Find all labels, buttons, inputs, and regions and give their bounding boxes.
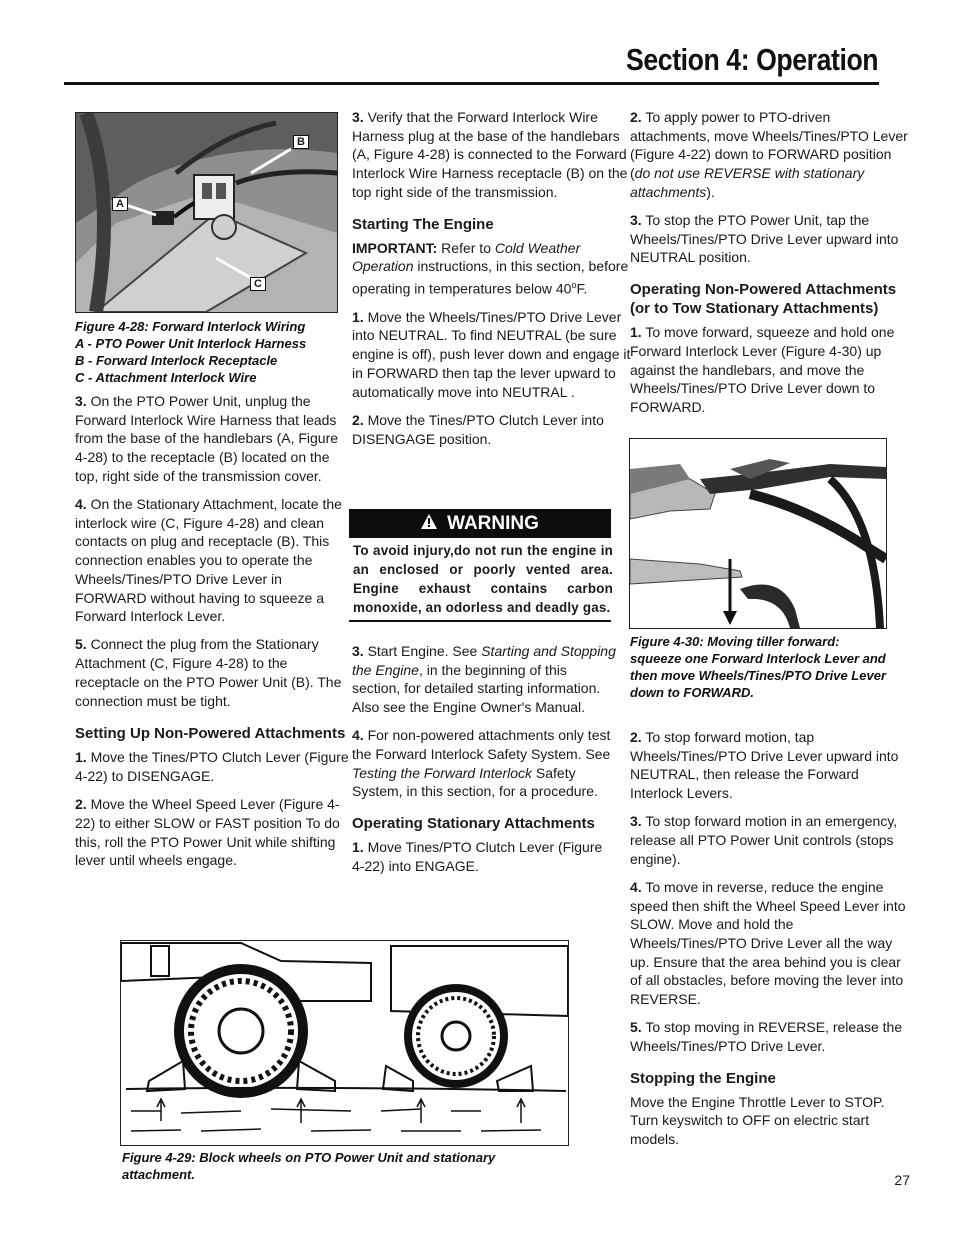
step-paragraph: 2. Move the Tines/PTO Clutch Lever into DISENGAGE position. (352, 411, 604, 447)
step-paragraph: 5. Connect the plug from the Stationary Attachment (C, Figure 4-28) to the receptacle on the PTO Power Unit (B). The connection must be tight. (75, 636, 342, 709)
warning-triangle-icon (421, 513, 437, 535)
step-paragraph: 1. Move the Wheels/Tines/PTO Drive Lever into NEUTRAL. To find NEUTRAL (be sure engine is off), push lever down and engage it in FORWARD then tap the lever upward to automatically move into NEUTRAL . (352, 308, 631, 400)
figure-4-29-caption: Figure 4-29: Block wheels on PTO Power Unit and stationary attachment. (122, 1150, 496, 1182)
figure-4-30-caption: Figure 4-30: Moving tiller forward: squeeze one Forward Interlock Lever and then move Wheels/Tines/PTO Drive Lever down to FORWARD. (630, 634, 887, 700)
caption-line: C - Attachment Interlock Wire (75, 370, 257, 385)
heading-non-powered-setup: Setting Up Non-Powered Attachments (75, 725, 346, 743)
figure-4-28-caption (75, 318, 350, 386)
step-paragraph: 2. Move the Wheel Speed Lever (Figure 4-22) to either SLOW or FAST position To do this, roll the PTO Power Unit while shifting lever until wheels engage. (75, 796, 340, 869)
warning-label: WARNING (447, 512, 539, 534)
column-2 (352, 108, 632, 458)
tiller-hand-illustration (630, 439, 886, 628)
step-paragraph: 3. On the PTO Power Unit, unplug the Forward Interlock Wire Harness that leads from the base of the handlebars (A, Figure 4-28) to the receptacle (B) located on the top, right side of the transmission cover. (75, 393, 339, 484)
column-3-lower (630, 728, 908, 1158)
blocked-wheels-illustration (121, 941, 568, 1145)
warning-text: To avoid injury,do not run the engine in an enclosed or poorly vented area. Engine exhaust contains carbon monoxide, an odorless and deadly gas. (353, 543, 613, 615)
figure-4-29-drawing (120, 940, 569, 1146)
heading-stopping-engine: Stopping the Engine (630, 1069, 776, 1087)
header-rule (64, 82, 879, 85)
step-paragraph: 3. To stop the PTO Power Unit, tap the Wheels/Tines/PTO Drive Lever upward into NEUTRAL position. (630, 212, 899, 266)
column-1 (75, 392, 349, 879)
page-number: 27 (894, 1172, 910, 1188)
caption-line: B - Forward Interlock Receptacle (75, 353, 278, 368)
step-paragraph: 5. To stop moving in REVERSE, release the Wheels/Tines/PTO Drive Lever. (630, 1019, 903, 1055)
important-note: IMPORTANT: Refer to Cold Weather Operation instructions, in this section, before operating in temperatures below 40$^o$F. (352, 239, 629, 297)
figure-4-28-photo (75, 112, 338, 313)
figure-4-30-photo (629, 438, 887, 629)
step-paragraph: 1. To move forward, squeeze and hold one Forward Interlock Lever (Figure 4-30) up against the handlebars, and move the Wheels/Tines/PTO Drive Lever down to FORWARD. (630, 324, 895, 415)
heading-starting-engine: Starting The Engine (352, 215, 494, 233)
step-paragraph: 4. For non-powered attachments only test the Forward Interlock Safety System. See Testing the Forward Interlock Safety System, in this section, for a procedure. (352, 727, 611, 800)
figure-label-c: C (250, 277, 266, 291)
step-paragraph: 2. To apply power to PTO-driven attachments, move Wheels/Tines/PTO Lever (Figure 4-22) down to FORWARD position (do not use REVERSE with stationary attachments). (630, 109, 908, 200)
step-paragraph: 3. Verify that the Forward Interlock Wire Harness plug at the base of the handlebars (A, Figure 4-28) is connected to the Forward Interlock Wire Harness receptacle (B) on the top right side of the transmission. (352, 109, 628, 200)
caption-line: A - PTO Power Unit Interlock Harness (75, 336, 307, 351)
section-title: Section 4: Operation (625, 42, 878, 77)
step-paragraph: 4. On the Stationary Attachment, locate the interlock wire (C, Figure 4-28) and clean contacts on plug and receptacle (B). This connection enables you to operate the Wheels/Tines/PTO Drive Lever in FORWARD without having to squeeze a Forward Interlock Lever. (75, 496, 342, 625)
step-paragraph: 3. Start Engine. See Starting and Stopping the Engine, in the beginning of this section, for detailed starting information. Also see the Engine Owner's Manual. (352, 643, 616, 716)
caption-line: Figure 4-28: Forward Interlock Wiring (75, 319, 306, 334)
step-paragraph: 1. Move the Tines/PTO Clutch Lever (Figure 4-22) to DISENGAGE. (75, 749, 349, 784)
step-paragraph: 3. To stop forward motion in an emergency, release all PTO Power Unit controls (stops engine). (630, 813, 898, 867)
step-paragraph: 1. Move Tines/PTO Clutch Lever (Figure 4-22) into ENGAGE. (352, 839, 603, 874)
column-3 (630, 108, 908, 426)
figure-label-a: A (112, 197, 128, 211)
warning-bottom-rule (349, 620, 611, 622)
warning-header (349, 509, 611, 538)
stop-paragraph: Move the Engine Throttle Lever to STOP. Turn keyswitch to OFF on electric start models. (630, 1093, 885, 1148)
column-2-lower (352, 642, 616, 885)
heading-non-powered-operation: Operating Non-Powered Attachments (or to Tow Stationary Attachments) (630, 281, 897, 318)
figure-label-b: B (293, 135, 309, 149)
heading-stationary-attachments: Operating Stationary Attachments (352, 815, 595, 833)
step-paragraph: 2. To stop forward motion, tap Wheels/Tines/PTO Drive Lever upward into NEUTRAL, then release the Forward Interlock Levers. (630, 729, 899, 802)
step-paragraph: 4. To move in reverse, reduce the engine speed then shift the Wheel Speed Lever into SLOW. Move and hold the Wheels/Tines/PTO Drive Lever all the way up. Ensure that the area behind you is clear of all obstacles, before moving the lever into REVERSE. (630, 878, 906, 1008)
